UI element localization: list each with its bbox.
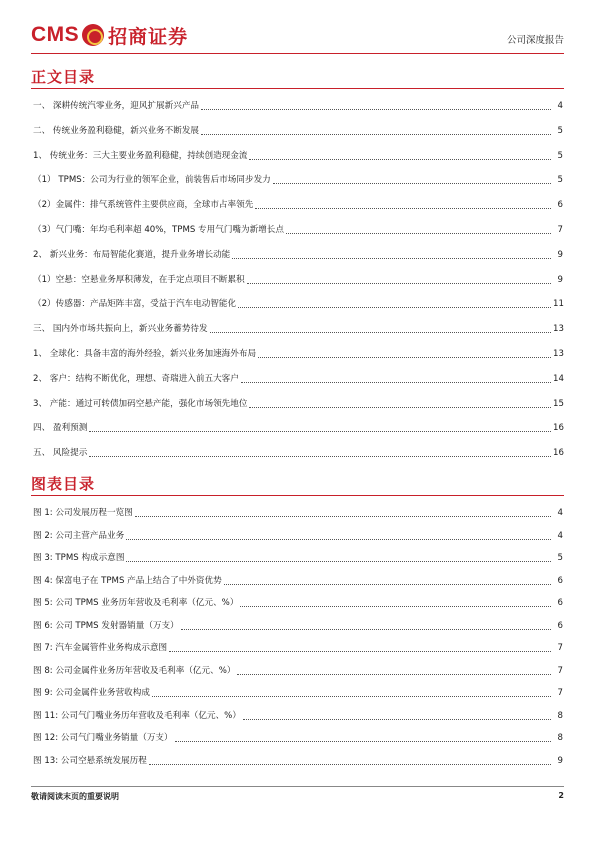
dot-leader [249, 159, 551, 160]
figure-entry-page: 4 [557, 508, 563, 518]
figure-entry[interactable] [33, 643, 563, 654]
figure-entry-text: 图 5: 公司 TPMS 业务历年营收及毛利率（亿元、%） [33, 598, 239, 608]
figure-entry-text: 图 12: 公司气门嘴业务销量（万支） [33, 733, 173, 743]
figure-entry-text: 图 7: 汽车金属管件业务构成示意图 [33, 643, 168, 653]
toc-title: 正文目录 [31, 68, 96, 86]
toc-entry-page: 7 [557, 224, 563, 235]
dot-leader [175, 741, 551, 742]
toc-entry-text: 2、 新兴业务：布局智能化赛道，提升业务增长动能 [33, 249, 231, 260]
toc-entry-text: 一、 深耕传统汽零业务，迎风扩展新兴产品 [33, 101, 200, 111]
dot-leader [201, 109, 551, 110]
toc-entry-text: （1）空悬：空悬业务厚积薄发，在手定点项目不断累积 [33, 274, 245, 285]
dot-leader [89, 431, 551, 432]
toc-entry-text: 四、 盈利预测 [33, 423, 88, 434]
figure-entry-page: 6 [557, 598, 563, 608]
dot-leader [152, 696, 551, 697]
figures-list [33, 508, 563, 778]
logo-text: CMS [31, 23, 80, 46]
header-divider [31, 53, 564, 54]
toc-entry-page: 16 [553, 448, 564, 459]
dot-leader [241, 382, 551, 383]
figures-title: 图表目录 [31, 475, 96, 493]
figure-entry-page: 6 [557, 620, 563, 631]
toc-entry-page: 16 [553, 423, 564, 434]
figure-entry-text: 图 13: 公司空悬系统发展历程 [33, 755, 147, 766]
figure-entry-page: 5 [557, 553, 563, 563]
dot-leader [135, 516, 551, 517]
toc-entry-text: （2）金属件：排气系统管件主要供应商，全球市占率领先 [33, 200, 254, 211]
toc-entry[interactable] [33, 126, 563, 137]
toc-entry-text: 二、 传统业务盈利稳健，新兴业务不断发展 [33, 125, 200, 136]
dot-leader [201, 134, 551, 135]
toc-entry-page: 13 [553, 348, 564, 359]
dot-leader [237, 674, 551, 675]
figure-entry[interactable] [33, 553, 563, 564]
figure-entry-text: 图 2: 公司主营产品业务 [33, 530, 125, 541]
page-number: 2 [558, 791, 564, 800]
figure-entry-text: 图 4: 保富电子在 TPMS 产品上结合了中外资优势 [33, 575, 222, 586]
toc-entry-text: （2）传感器：产品矩阵丰富，受益于汽车电动智能化 [33, 299, 237, 310]
toc-entry[interactable] [33, 275, 563, 286]
figure-entry-text: 图 9: 公司金属件业务营收构成 [33, 688, 150, 698]
toc-entry[interactable] [33, 349, 563, 360]
toc-entry[interactable] [33, 299, 563, 310]
figure-entry[interactable] [33, 621, 563, 632]
toc-entry-text: 三、 国内外市场共振向上，新兴业务蓄势待发 [33, 324, 208, 335]
toc-entry-page: 9 [557, 249, 563, 260]
toc-entry[interactable] [33, 374, 563, 385]
toc-entry-text: 3、 产能：通过可转债加码空悬产能，强化市场领先地位 [33, 398, 248, 409]
dot-leader [126, 539, 551, 540]
figure-entry-text: 图 11: 公司气门嘴业务历年营收及毛利率（亿元、%） [33, 710, 241, 721]
dot-leader [126, 561, 551, 562]
toc-entry-text: 1、 传统业务：三大主要业务盈利稳健，持续创造现金流 [33, 150, 248, 161]
toc-entry-page: 5 [557, 175, 563, 186]
cms-logo [31, 22, 188, 48]
figure-entry[interactable] [33, 576, 563, 587]
dot-leader [238, 307, 551, 308]
dot-leader [89, 456, 551, 457]
toc-entry-page: 11 [553, 299, 564, 310]
toc-entry-page: 13 [553, 324, 564, 335]
figure-entry[interactable] [33, 711, 563, 722]
toc-entry-page: 14 [553, 373, 564, 384]
dot-leader [273, 183, 551, 184]
toc-entry[interactable] [33, 324, 563, 335]
figure-entry-page: 4 [557, 530, 563, 541]
toc-entry-page: 5 [557, 150, 563, 161]
figure-entry-page: 7 [557, 665, 563, 676]
toc-list [33, 101, 563, 473]
toc-entry-page: 6 [557, 200, 563, 211]
toc-entry[interactable] [33, 101, 563, 112]
dot-leader [210, 332, 551, 333]
toc-entry[interactable] [33, 423, 563, 434]
figure-entry-page: 7 [557, 643, 563, 653]
toc-entry-page: 5 [557, 125, 563, 136]
figure-entry[interactable] [33, 666, 563, 677]
dot-leader [255, 208, 551, 209]
toc-entry[interactable] [33, 200, 563, 211]
figure-entry-page: 9 [557, 755, 563, 766]
figure-entry-text: 图 1: 公司发展历程一览图 [33, 508, 133, 518]
dot-leader [286, 233, 551, 234]
toc-entry-text: 1、 全球化：具备丰富的海外经验，新兴业务加速海外布局 [33, 348, 257, 359]
toc-entry[interactable] [33, 448, 563, 459]
figures-title-divider [31, 495, 564, 496]
toc-title-divider [31, 88, 564, 89]
footer-disclaimer: 敬请阅读末页的重要说明 [31, 792, 119, 801]
logo-chinese-name: 招商证券 [108, 25, 189, 48]
toc-entry-text: 2、 客户：结构不断优化，理想、奇瑞进入前五大客户 [33, 373, 239, 384]
document-type: 公司深度报告 [506, 35, 564, 46]
footer-divider [31, 786, 564, 787]
figure-entry-page: 8 [557, 710, 563, 721]
dot-leader [224, 584, 551, 585]
page-header [31, 22, 564, 52]
figure-entry[interactable] [33, 756, 563, 767]
figure-entry-text: 图 8: 公司金属件业务历年营收及毛利率（亿元、%） [33, 665, 236, 676]
toc-entry[interactable] [33, 250, 563, 261]
dot-leader [243, 719, 551, 720]
toc-entry-page: 4 [557, 101, 563, 111]
figure-entry-text: 图 6: 公司 TPMS 发射器销量（万支） [33, 620, 179, 631]
toc-entry[interactable] [33, 225, 563, 236]
dot-leader [149, 764, 551, 765]
dot-leader [247, 283, 551, 284]
toc-entry-text: 五、 风险提示 [33, 448, 88, 459]
figure-entry-page: 6 [557, 575, 563, 586]
dot-leader [240, 606, 551, 607]
toc-entry[interactable] [33, 151, 563, 162]
toc-entry-page: 15 [553, 398, 564, 409]
toc-entry-text: （1） TPMS：公司为行业的领军企业，前装售后市场同步发力 [33, 175, 271, 186]
figure-entry[interactable] [33, 531, 563, 542]
dot-leader [232, 258, 551, 259]
figure-entry[interactable] [33, 733, 563, 744]
dot-leader [258, 357, 551, 358]
dot-leader [181, 629, 551, 630]
figure-entry[interactable] [33, 688, 563, 699]
figure-entry-page: 7 [557, 688, 563, 698]
figure-entry-page: 8 [557, 733, 563, 743]
figure-entry[interactable] [33, 508, 563, 519]
toc-entry[interactable] [33, 175, 563, 186]
figure-entry[interactable] [33, 598, 563, 609]
toc-entry[interactable] [33, 399, 563, 410]
figure-entry-text: 图 3: TPMS 构成示意图 [33, 553, 125, 563]
toc-entry-text: （3）气门嘴：年均毛利率超 40%，TPMS 专用气门嘴为新增长点 [33, 224, 284, 235]
dot-leader [249, 407, 551, 408]
dot-leader [169, 651, 551, 652]
toc-entry-page: 9 [557, 274, 563, 285]
logo-seal-icon [82, 24, 104, 46]
